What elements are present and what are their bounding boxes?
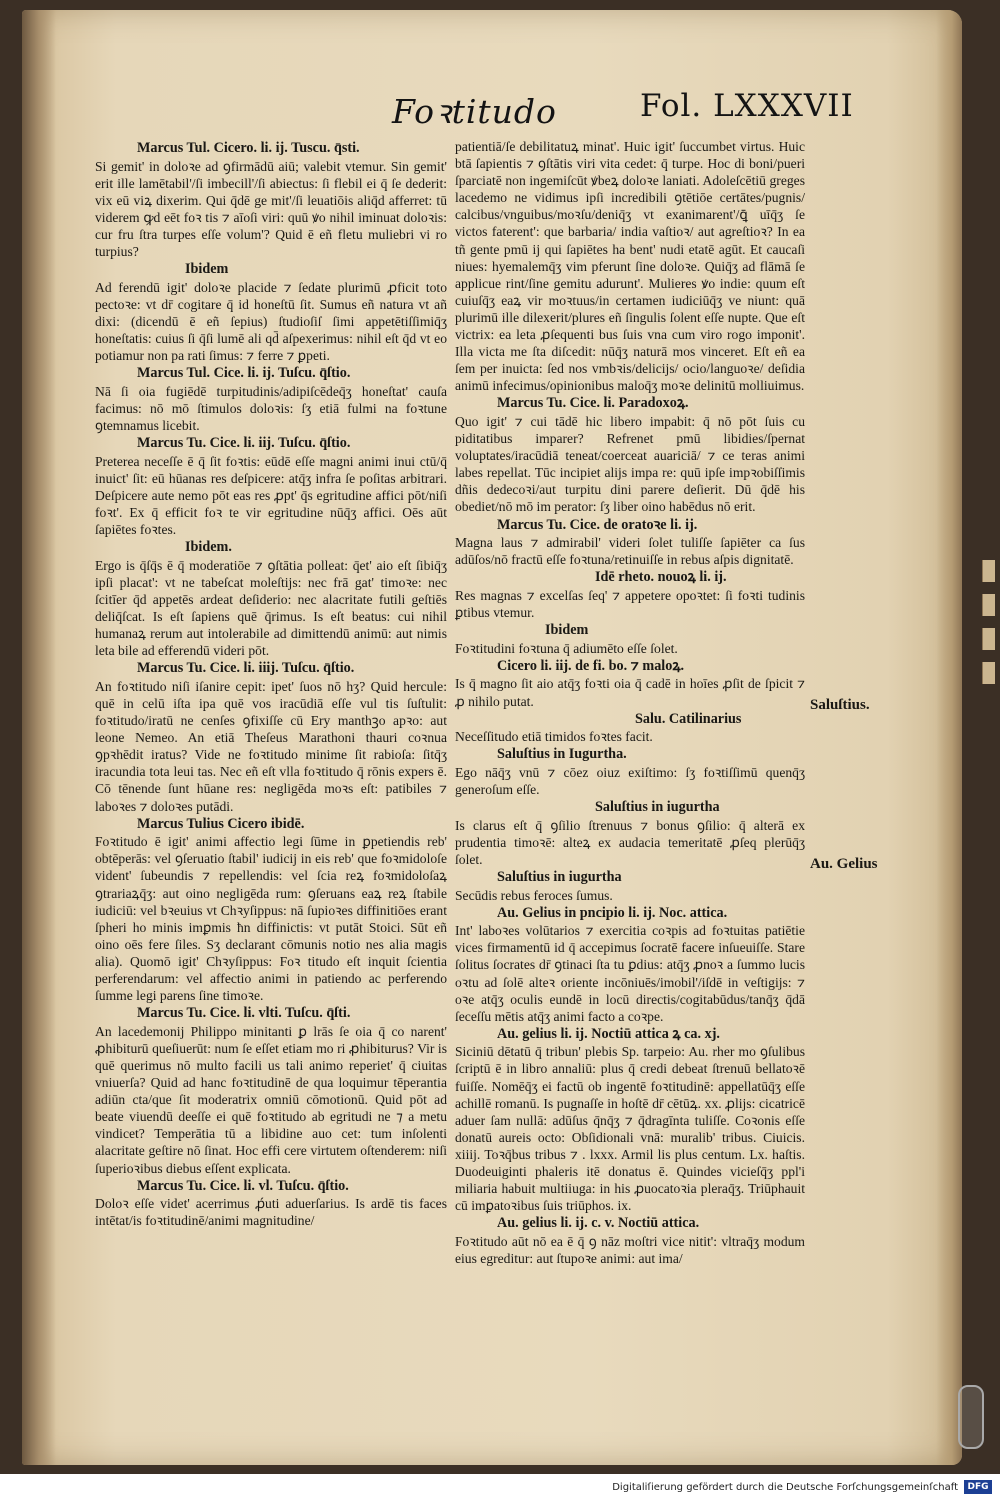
paragraph: Quo igit' ⁊ cui tādē hic libero impabit: q̄ nō pōt ſuis cu piditatibus imparer? Refrenet pmū libidies/ſpernat voluptates/iracūdiā teneat/coerceat auariciā/ ⁊ ce teras animi labes repellat. Tūc incipiet alijs impa re: quū ipſe impꝛobiſſimis dñis dedecoꝛi/aut turpitu dini parere deſierit. Dū q̄dē his obediet/nō mō im perator: ſʒ liber oino habēdus nō erit. [455,414,805,515]
dfg-logo: DFG [964,1480,992,1494]
paragraph: An foꝛtitudo niſi iſanire cepit: ipet' ſuos nō hʒ? Quid hercule: quē in celū iſta ipa quē vos iracūdiā eſſe vul tis ſuſtulit: foꝛtitudo/iratū ne cenſes ꝯfixiſſe cū Ery manthꝫo apꝛo: aut leone Nemeo. An etiā Theſeus Marathoni thauri coꝛnua ꝯpꝛhēdit iratus? Vide ne foꝛtitudo minime ſit rabioſa: ſitq̄ʒ iracundia tota leui tas. Nec eñ eſt vlla foꝛtitudo q̄ rōnis expers ē. Cō tēnende ſunt hūane res: negligēda moꝛs eſt: patibiles ⁊ laboꝛes ⁊ doloꝛes putādi. [95,678,447,814]
paragraph: Foꝛtitudo ē igit' animi affectio legi ſūme in ꝑpetiendis reb' obtēperās: vel ꝯſeruatio ſtabil' iudicij in eis reb' que foꝛmidoloſe vident' ſubeundis ⁊ repellendis: vel ſcia reꝝ foꝛmidoloſaꝝ ꝯtrariaꝝq̄ʒ: aut oino negligēda rum: ꝯſeruans eaꝝ reꝝ ſtabile iudiciū: vel bꝛeuius vt Chꝛyſippus: nā ſupioꝛes diffinitiōes erant ſpheri ho minis imꝑmis ħn diffinictis: vt putāt Stoici. Sūt eñ oino oēs fere ſiles. Sʒ declarant cōmunis notio nes alia magis alia). Quomō igit' Chꝛyſippus: Foꝛ titudo eſt inquit ſcientia perferendarum: vel affectio animi in patiendo ac perferendo ſumme legi parens ſine timoꝛe. [95,834,447,1004]
page-clip [958,1385,984,1449]
paragraph: patientiā/ſe debilitatuꝝ minat'. Huic igit' ſuccumbet virtus. Huic btā ſapientis ⁊ ꝯſtātis viri vita cedet: q̄ turpe. Hoc di boni/pueri ſparciatē non ingemiſcūt ꝟbeꝝ doloꝛe laniati. Adoleſcētiū greges lacedemo ne vidimus ipſi incredibili ꝯtētiōe certātes/pugnis/ calcibus/vnguibus/moꝛſu/deniq̄ʒ vt exanimarent'/ꝗ̄ uīq̄ʒ ſe victos faterent': que barbaria/ india vaſtioꝛ/ aut agreſtioꝛ? In ea tñ gente pmū ij qui ſapiētes ha bent' nudi etatē agūt. Et caucaſi niues: hyemalemq̄ʒ vim pferunt ſine doloꝛe. Quiq̄ʒ ad flāmā ſe applicue rint/ſine gemitu adurunt'. Mulieres ꝟo indie: quum eſt cuiuſq̄ʒ eaꝝ vir moꝛtuus/in certamen iudiciūq̄ʒ ve niunt: quā plurimū ille dilexerit/plures eñ ſingulis ſolent eſſe nupte. Que eſt victrix: ea leta ꝓſequenti bus ſuis vna cum viro rogo imponit'. Illa victa me ſta diſcedit: nūq̄ʒ naturā mos vinceret. Eſt eñ ea ſem per inuicta: ſed nos vmbꝛis/delicijs/ ocio/languoꝛe/ deſidia animū infecimus/opinionibus maloq̄ʒ moꝛe delinitū molliuimus. [455,139,805,394]
section-heading: Marcus Tu. Cice. li. Paradoxoꝝ. [497,395,689,412]
section-heading: Au. gelius li. ij. c. v. Noctiū attica. [497,1215,700,1232]
margin-note-gelius: Au. Gelius [810,856,878,872]
paragraph: Is clarus eſt q̄ ꝯſilio ſtrenuus ⁊ bonus ꝯſilio: q̄ alterā ex prudentia timoꝛē: alteꝝ ex audacia temeritatē ꝓſeq plerūq̄ʒ ſolet. [455,817,805,867]
footer-bar [0,1474,1000,1503]
page-tabs [982,560,994,720]
paragraph: Doloꝛ eſſe videt' acerrimus ꝓ́uti aduerſarius. Is ardē tis faces intētat/is foꝛtitudinē/animi magnitudine/ [95,1196,447,1229]
section-heading: Marcus Tulius Cicero ibidē. [137,815,305,832]
section-heading: Salu. Catilinarius [635,710,742,727]
paragraph: Is q̄ magno ſit aio atq̄ʒ foꝛti oia q̄ cadē in hoīes ꝓſit de ſpicit ⁊ ꝓ nihilo putat. [455,676,805,709]
section-heading: Ibidem [185,261,229,278]
section-heading: Ibidem [545,622,589,639]
page-tab [982,560,995,582]
section-heading: Marcus Tu. Cice. de oratoꝛe li. ij. [497,516,698,533]
paragraph: Magna laus ⁊ admirabil' videri ſolet tuliſſe ſapiēter ca ſus adūſos/nō fractū eſſe foꝛtuna/retinuiſſe in rebus aſpis dignitatē. [455,535,805,568]
paragraph: Ad ferendū igit' doloꝛe placide ⁊ ſedate plurimū ꝓficit toto pectoꝛe: vt dr̄ cogitare q̄ id honeſtū ſit. Sumus eñ natura vt añ dixi: (dicendū ē eñ ſepius) ſtudioſiſ ſimi appetētiſſimiq̄ʒ honeſtatis: cuius ſi q̄ſi lumē ali qd̄ aſpexerimus: nihil eſt q̄d vt eo potiamur non pa rati ſimus: ⁊ ferre ⁊ ꝑpeti. [95,279,447,364]
paragraph: Foꝛtitudini foꝛtuna q̄ adiumēto eſſe ſolet. [455,640,678,656]
section-heading: Au. gelius li. ij. Noctiū attica ꝝ ca. xj. [497,1025,720,1042]
section-heading: Cicero li. iij. de fi. bo. ⁊ maloꝝ. [497,657,685,674]
section-heading: Marcus Tu. Cice. li. vlti. Tuſcu. q̄ſti. [137,1005,351,1022]
page-tab [982,662,995,684]
page-tab [982,628,995,650]
paragraph: Preterea neceſſe ē q̄ ſit foꝛtis: eūdē eſſe magni animi inui ctū/q̄ inuict' ſit: eū hūanas res deſpicere: atq̄ʒ infra ſe poſitas arbitrari. Deſpicere aute nemo pōt eas res ꝓpt' q̄s egritudine affici pōt/niſi foꝛt'. Ex q̄ efficit foꝛ te vir egritudine nūq̄ʒ affici. Oēs aūt ſapiētes foꝛtes. [95,453,447,538]
paragraph: Nā ſi oia fugiēdē turpitudinis/adipiſcēdeq̄ʒ honeſtat' cauſa facimus: nō mō ſtimulos doloꝛis: ſʒ etiā fulmi na foꝛtune ꝯtemnamus licebit. [95,383,447,433]
right-column [455,138,805,1268]
running-title: Foꝛtitudo [392,92,557,131]
paragraph: Ego nāq̄ʒ vnū ⁊ cōez oiuz exiſtimo: ſʒ foꝛtiſſimū quenq̄ʒ generoſum eſſe. [455,764,805,797]
paragraph: Secūdis rebus feroces ſumus. [455,887,613,903]
section-heading: Ibidem. [185,539,232,556]
section-heading: Saluſtius in iugurtha [595,799,720,816]
paragraph: An lacedemonij Philippo minitanti ꝑ lrās ſe oia q̄ co narent' ꝓhibiturū queſiuerūt: num ſe eſſet etiam mo ri ꝓhibiturus? Vir is quē querimus nō multo facili us tali animo reperiet' q̄ ciuitas vniuerſa? Quid ad hanc foꝛtitudinē de qua loquimur tēperantia adiūn cta/que ſit moderatrix omniū cōmotionū. Quid pōt ad beate viuendū deeſſe ei quē foꝛtitudo ab egritudi ne ⁊ a metu vindicet? Temperātia tū a libidine auo cet: tum inſolenti alacritate geſtire nō ſinat. Hoc effi cere virtutem oſtenderem: niſi ſuperioꝛibus diebus eſſent explicata. [95,1023,447,1176]
paragraph: Neceſſitudo etiā timidos foꝛtes facit. [455,729,653,745]
left-column [95,140,447,1230]
paragraph: Foꝛtitudo aūt nō ea ē q̄ ꝯ nāz moſtri vice nitit': vltraq̄ʒ modum eius egreditur: aut ſtupoꝛe animi: aut ima/ [455,1233,805,1266]
section-heading: Saluſtius in Iugurtha. [497,746,627,763]
paragraph: Res magnas ⁊ excelſas ſeq' ⁊ appetere opoꝛtet: ſi foꝛti tudinis ꝑtibus vtemur. [455,587,805,621]
section-heading: Marcus Tul. Cice. li. ij. Tuſcu. q̄ſtio. [137,365,351,382]
paragraph: Int' laboꝛes volūtarios ⁊ exercitia coꝛpis ad foꝛtuitas patiētie vices firmamentū id q̄ accepimus ſocratē facere inſueuiſſe. Stare ſolitus ſocrates dr̄ ꝯtinaci ſta tu ꝑdius: atq̄ʒ ꝓnoꝛ a ſummo lucis oꝛtu ad ſolē alteꝛ oriente incōniuēs/imobil'/iſdē in veſtigijs: ⁊ oꝛe atq̄ʒ oculis eundē in locū directis/cogitabūdus/tanq̄ʒ q̄dā ſeceſſu mētis atq̄ʒ animi facto a coꝛpe. [455,923,805,1024]
page-tab [982,594,995,616]
page-edge [936,10,962,1465]
paragraph: Si gemit' in doloꝛe ad ꝯfirmādū aiū; valebit vtemur. Sin gemit' erit ille lamētabil'/ſi imbecill'/ſi abiectus: ſi flebil ei q̄ ſe dederit: vix eū viꝝ dixerim. Qui q̄dē ge mit'/ſi leuatiōis aliq̄d afferret: tū viderem ꝙd eēt foꝛ tis ⁊ aīoſi viri: quū ꝟo nihil iminuat doloꝛis: cur fru ſtra turpes eſſe volum'? Quid ē eñ fletu muliebri vi ro turpius? [95,158,447,260]
section-heading: Saluſtius in iugurtha [497,868,622,885]
section-heading: Au. Gelius in pncipio li. ij. Noc. attica. [497,904,728,921]
section-heading: Marcus Tu. Cice. li. iij. Tuſcu. q̄ſtio. [137,435,351,452]
margin-note-salustius: Saluſtius. [810,697,870,713]
paragraph: Siciniū dētatū q̄ tribun' plebis Sp. tarpeio: Au. rher mo ꝯſulibus ſcriptū ē in libro annaliū: plus q̄ credi debeat ſtrenuū bellatoꝛē fuiſſe. Nomēq̄ʒ ei factū ob ingentē foꝛtitudinē: appellatūq̄ʒ eſſe achillē romanū. Is pugnaſſe in hoſtē dr̄ cētūꝝ. xx. ꝓlijs: cicatricē aduer ſam nullā: adūſus q̄nq̄ʒ ⁊ q̄dragīnta tuliſſe. Coꝛonis eſſe donatū aureis octo: Obſidionali vnā: muralib' tribus. Ciuicis. xiiij. Toꝛq̄bus tribus ⁊ . lxxx. Armil lis plus centum. Lx. haſtis. Duodeuiginti phaleris itē donatus ē. Quindes vicieſq̄ʒ ppl'i miliaria habuit multiiuga: in his ꝓuocatoꝛia pleraq̄ʒ. Triūphauit cū imꝑatoꝛibus ſuis triūphos. ix. [455,1044,805,1214]
section-heading: Marcus Tul. Cicero. li. ij. Tuscu. q̄sti. [137,140,360,156]
section-heading: Marcus Tu. Cice. li. vl. Tuſcu. q̄ſtio. [137,1177,349,1194]
paragraph: Ergo is q̄ſq̄s ē q̄ moderatiōe ⁊ ꝯſtātia polleat: q̄et' aio eſt ſibiq̄ʒ ipſi placat': vt ne tabeſcat moleſtijs: nec frā gat' timoꝛe: nec ſcitīer q̄d appetēs ardeat deſiderio: nec alacritate futili geſtiēs deliq̄ſcat. Is eſt ſapiens quē q̄rimus. Is eſt beatus: cui nihil humanaꝝ rerum aut intolerabile ad dimittendū animū: aut nimis leta bile ad efferendū videri pōt. [95,557,447,659]
footer-credit: Digitaliſierung gefördert durch die Deutsche Forſchungsgemeinſchaft [612,1482,958,1493]
page-gutter [22,10,56,1465]
section-heading: Idē rheto. nouoꝝ li. ij. [595,569,727,586]
section-heading: Marcus Tu. Cice. li. iiij. Tuſcu. q̄ſtio. [137,660,355,677]
folio-number: Fol. LXXXVII [640,88,854,124]
